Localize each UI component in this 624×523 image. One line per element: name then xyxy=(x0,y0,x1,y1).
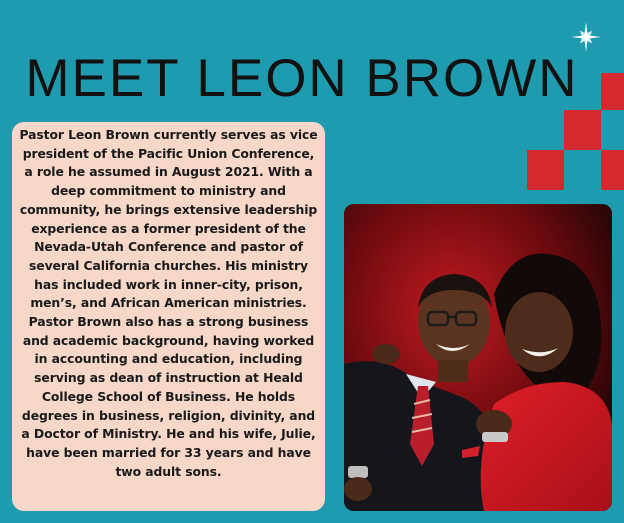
sparkle-icon xyxy=(571,22,601,52)
couple-photo xyxy=(344,204,612,511)
bio-text: Pastor Leon Brown currently serves as vice president of the Pacific Union Conference, a role he assumed in August 2021. With a deep commitment to ministry and community, he brings extensive leadership experience as a former president of the Nevada-Utah Conference and pastor of several California churches. His ministry has included work in inner-city, prison, men’s, and African American ministries. Pastor Brown also has a strong business and academic background, having worked in accounting and education, including serving as dean of instruction at Heald College School of Business. He holds degrees in business, religion, divinity, and a Doctor of Ministry. He and his wife, Julie, have been married for 33 years and have two adult sons. xyxy=(19,127,318,479)
page-title: MEET LEON BROWN xyxy=(25,49,579,108)
couple-photo-illustration xyxy=(344,204,612,511)
bio-card xyxy=(12,122,325,511)
